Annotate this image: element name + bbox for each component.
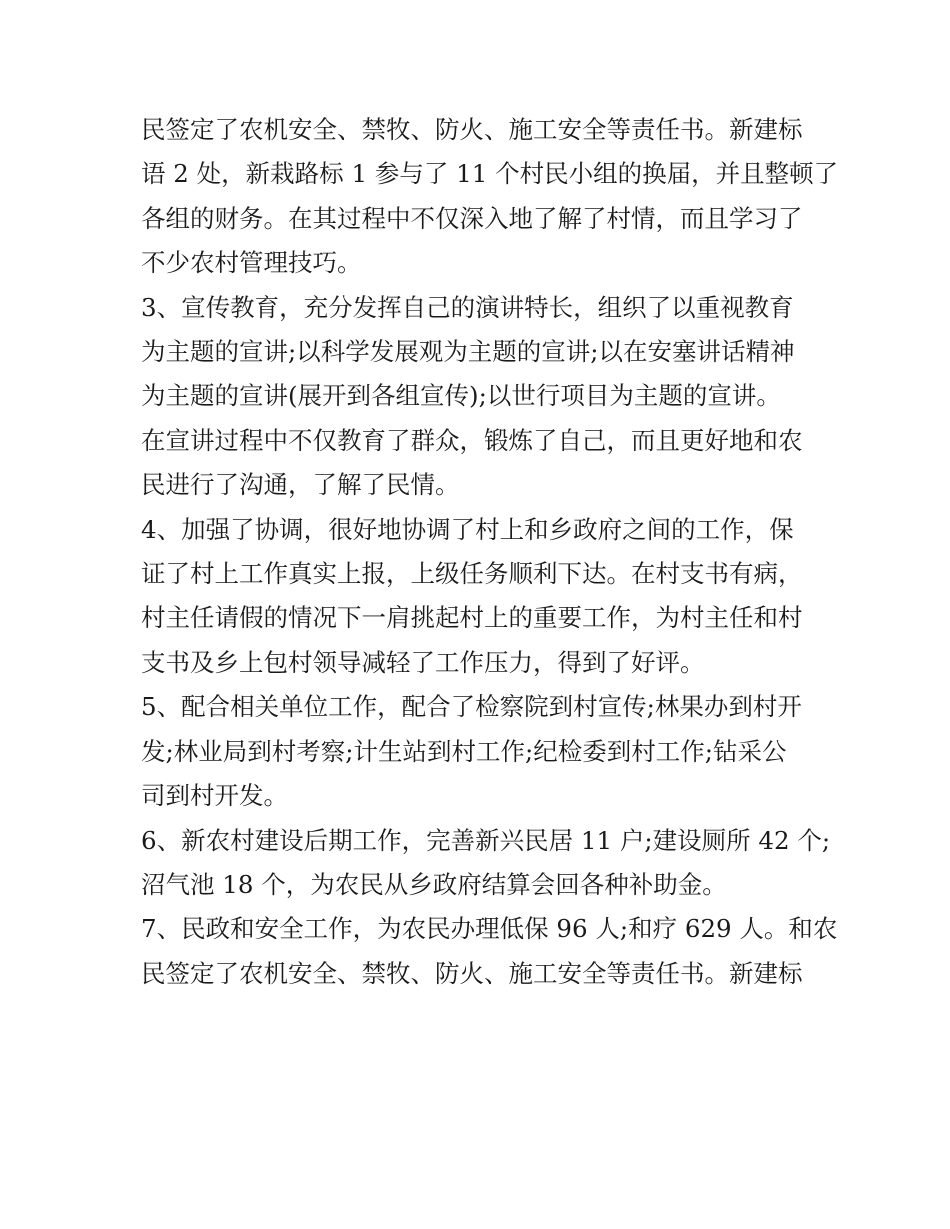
body-text [141,108,839,996]
text-line: 沼气池 18 个，为农民从乡政府结算会回各种补助金。 [141,869,727,899]
text-line: 民签定了农机安全、禁牧、防火、施工安全等责任书。新建标 [141,958,803,988]
text-line: 证了村上工作真实上报，上级任务顺利下达。在村支书有病， [141,559,803,589]
text-line: 发;林业局到村考察;计生站到村工作;纪检委到村工作;钻采公 [141,736,787,766]
text-line: 不少农村管理技巧。 [141,248,362,278]
text-line: 村主任请假的情况下一肩挑起村上的重要工作，为村主任和村 [141,603,803,633]
text-line: 4、加强了协调，很好地协调了村上和乡政府之间的工作，保 [141,514,794,544]
text-line: 在宣讲过程中不仅教育了群众，锻炼了自己，而且更好地和农 [141,425,803,455]
text-line: 7、民政和安全工作，为农民办理低保 96 人;和疗 629 人。和农 [141,914,838,944]
text-line: 为主题的宣讲(展开到各组宣传);以世行项目为主题的宣讲。 [141,381,781,411]
text-line: 民进行了沟通，了解了民情。 [141,470,460,500]
text-line: 各组的财务。在其过程中不仅深入地了解了村情，而且学习了 [141,203,803,233]
text-line: 6、新农村建设后期工作，完善新兴民居 11 户;建设厕所 42 个; [141,825,831,855]
text-line: 为主题的宣讲;以科学发展观为主题的宣讲;以在安塞讲话精神 [141,337,795,367]
text-line: 3、宣传教育，充分发挥自己的演讲特长，组织了以重视教育 [141,292,794,322]
text-line: 5、配合相关单位工作，配合了检察院到村宣传;林果办到村开 [141,692,802,722]
text-line: 语 2 处，新栽路标 1 参与了 11 个村民小组的换届，并且整顿了 [141,159,839,189]
text-line: 司到村开发。 [141,781,288,811]
text-line: 民签定了农机安全、禁牧、防火、施工安全等责任书。新建标 [141,115,803,144]
text-line: 支书及乡上包村领导减轻了工作压力，得到了好评。 [141,647,705,677]
